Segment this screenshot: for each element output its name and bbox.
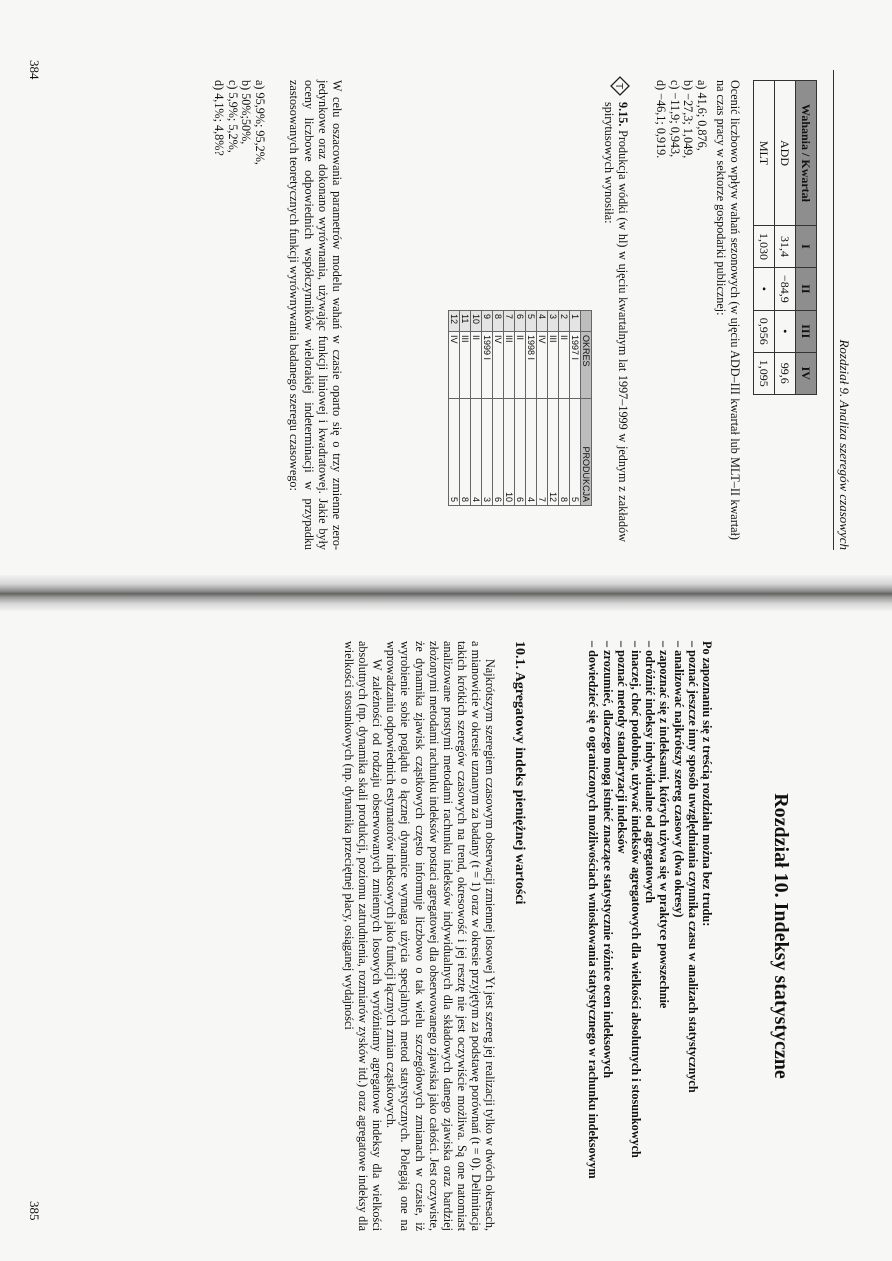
- table-cell: 1,095: [754, 352, 775, 394]
- production-table-header: [581, 311, 592, 506]
- option: c) −11,9; 0,943,: [667, 80, 682, 158]
- value-cell: 8: [559, 399, 570, 506]
- option: d) 4,1%; 4,8%?: [212, 80, 227, 156]
- section-body: [342, 641, 497, 1231]
- row-index: 8: [493, 311, 504, 332]
- paragraph: W zależności od rodzaju obserwowanych zmiennych losowych wyróżniamy agregatowe indeksy dla wielkości absolutnych (np. dynamika skali produkcji, poziomu zatrudnienia, rozmiarów zysków itd.) oraz agregatowe indeksy dla wielkości stosunkowych (np. dynamika przeciętnej płacy, osiąganej wydajności: [342, 641, 385, 1231]
- period-cell: 1999 I: [482, 332, 493, 399]
- seasonal-table-header: [796, 81, 817, 395]
- model-question-text: W celu oszacowania parametrów modelu wahań w czasie oparto się o trzy zmienne zero-jedynkowe oraz dokonano wyrównania, używając funkcji liniowej i kwadratowej. Jakie były oceny liczbowe odpowiednich współczynników wielorakiej indeterminacji w przypadku zastosowanych teoretycznych funkcji wyrównywania badanego szeregu czasowego:: [287, 80, 344, 550]
- row-index: 11: [460, 311, 471, 332]
- table-row: [449, 311, 460, 506]
- list-item: – poznać metody standaryzacji indeksów: [614, 641, 629, 854]
- period-cell: III: [460, 332, 471, 399]
- exercise-diamond-icon: [610, 76, 630, 96]
- value-cell: 8: [460, 399, 471, 506]
- row-index: 1: [570, 311, 581, 332]
- value-cell: 4: [471, 399, 482, 506]
- row-index: 10: [471, 311, 482, 332]
- table-row: [548, 311, 559, 506]
- table-row: [471, 311, 482, 506]
- production-table: [448, 310, 592, 506]
- option: a) 95,9%; 95,2%,: [253, 80, 267, 165]
- value-cell: 5: [570, 399, 581, 506]
- table-row: [570, 311, 581, 506]
- header-cell: OKRES: [581, 332, 592, 399]
- table-row: [515, 311, 526, 506]
- period-cell: IV: [449, 332, 460, 399]
- list-item: – zrozumieć, dlaczego mogą istnieć znaczące statystycznie różnice ocen indeksowych: [600, 641, 615, 1079]
- left-page: [0, 0, 892, 575]
- seasonal-table: [753, 80, 817, 395]
- table-cell: 1,030: [754, 226, 775, 268]
- page-number-right: 385: [27, 1201, 42, 1221]
- option: a) 41,6; 0,876,: [695, 80, 709, 151]
- value-cell: 3: [482, 399, 493, 506]
- table-cell: •: [775, 310, 796, 352]
- chapter-objectives: [586, 641, 714, 1231]
- header-cell: Wahania / Kwartał: [796, 81, 817, 226]
- period-cell: 1998 I: [526, 332, 537, 399]
- list-item: – inaczej, choć podobnie, używać indeksów agregatowych dla wielkości absolutnych i stosunkowych: [628, 641, 643, 1158]
- table-row: [460, 311, 471, 506]
- header-cell: IV: [796, 352, 817, 394]
- table-row: [559, 311, 570, 506]
- table-row: [493, 311, 504, 506]
- row-label: MLT: [754, 81, 775, 226]
- table-cell: 31,4: [775, 226, 796, 268]
- svg-text:T: T: [613, 82, 624, 90]
- table-cell: 99,6: [775, 352, 796, 394]
- period-cell: 1997 I: [570, 332, 581, 399]
- objectives-intro: Po zapoznaniu się z treścią rozdziału można bez trudu:: [700, 641, 714, 927]
- header-cell: PRODUKCJA: [581, 399, 592, 506]
- table-cell: −84,9: [775, 268, 796, 311]
- option: b) 50%;50%,: [239, 80, 254, 145]
- list-item: – poznać jeszcze inny sposób uwzględniania czynnika czasu w analizach statystycznych: [685, 641, 700, 1093]
- value-cell: 6: [493, 399, 504, 506]
- list-item: – dowiedzieć się o ograniczonych możliwościach wnioskowania statystycznego w rachunku indeksowym: [586, 641, 601, 1179]
- list-item: – analizować najkrótszy szereg czasowy (dwa okresy): [671, 641, 686, 918]
- value-cell: 10: [504, 399, 515, 506]
- value-cell: 12: [548, 399, 559, 506]
- table-row: [754, 81, 775, 395]
- table-cell: 0,956: [754, 310, 775, 352]
- period-cell: IV: [493, 332, 504, 399]
- header-cell: [581, 311, 592, 332]
- model-options: [212, 80, 266, 380]
- option: b) −27,3; 1,049,: [681, 80, 696, 159]
- right-page: [0, 611, 892, 1261]
- chapter-title: Rozdział 10. Indeksy statystyczne: [770, 793, 792, 1079]
- value-cell: 4: [526, 399, 537, 506]
- value-cell: 7: [537, 399, 548, 506]
- value-cell: 5: [449, 399, 460, 506]
- period-cell: IV: [537, 332, 548, 399]
- table-row: [775, 81, 796, 395]
- row-index: 12: [449, 311, 460, 332]
- row-index: 7: [504, 311, 515, 332]
- table-row: [537, 311, 548, 506]
- paragraph: Najkrótszym szeregiem czasowym obserwacji zmiennej losowej Yt jest szereg jej realizacji tylko w dwóch okresach, a mianowicie w okresie uznanym za badany (t = 1) oraz w okresie przyjętym za podstawę porównań (t = 0). Delimitacja takich krótkich szeregów czasowych na trend, okresowość i jej resztę nie jest oczywiście możliwa. Są one natomiast analizowane prostymi metodami rachunku indeksów indywidualnych dla składowych danego zjawiska oraz bardziej złożonymi metodami rachunku indeksów postaci agregatowej dla obserwowanego zjawiska jako całości. Jest oczywiste, że dynamika zjawisk cząstkowych często informuje liczbowo o tak wielu szczegółowych zmianach w czasie, iż wyrobienie sobie poglądu o łącznej dynamice wymaga użycia specjalnych metod statystycznych. Polegają one na wprowadzaniu odpowiednich estymatorów indeksowych jako funkcji łącznych zmian cząstkowych.: [384, 641, 497, 1231]
- row-index: 6: [515, 311, 526, 332]
- exercise-number: 9.15.: [616, 102, 630, 127]
- section-title: 10.1. Agregatowy indeks pieniężnej wartości: [512, 641, 527, 905]
- option: d) −46,1; 0,919.: [654, 80, 669, 159]
- exercise-body: Produkcja wódki (w hl) w ujęciu kwartalnym lat 1997–1999 w jednym z zakładów spirytusowych wynosiła:: [601, 102, 630, 542]
- row-index: 4: [537, 311, 548, 332]
- period-cell: II: [559, 332, 570, 399]
- period-cell: III: [504, 332, 515, 399]
- row-index: 2: [559, 311, 570, 332]
- running-head: Rozdział 9. Analiza szeregów czasowych: [837, 339, 852, 550]
- header-cell: I: [796, 226, 817, 268]
- table-row: [504, 311, 515, 506]
- period-cell: II: [471, 332, 482, 399]
- book-gutter-shadow: [0, 575, 892, 611]
- header-cell: III: [796, 310, 817, 352]
- page-number-left: 384: [27, 60, 42, 80]
- row-label: ADD: [775, 81, 796, 226]
- table-cell: •: [754, 268, 775, 311]
- row-index: 5: [526, 311, 537, 332]
- question-text: Ocenić liczbowo wpływ wahań sezonowych (w ujęciu ADD–III kwartał lub MLT–II kwartał) na czas pracy w sektorze gospodarki publicznej:: [713, 80, 742, 540]
- table-row: [526, 311, 537, 506]
- header-cell: II: [796, 268, 817, 311]
- exercise-text: [602, 102, 630, 542]
- row-index: 9: [482, 311, 493, 332]
- table-row: [482, 311, 493, 506]
- row-index: 3: [548, 311, 559, 332]
- option: c) 5,9%; 5,2%,: [225, 80, 240, 153]
- value-cell: 6: [515, 399, 526, 506]
- period-cell: III: [548, 332, 559, 399]
- period-cell: II: [515, 332, 526, 399]
- header-rule: [833, 70, 834, 550]
- list-item: – odróżnić indeksy indywidualne od agregatowych: [643, 641, 658, 904]
- question-options: [654, 80, 708, 380]
- list-item: – zapoznać się z indeksami, których używa się w praktyce powszechnie: [657, 641, 672, 1009]
